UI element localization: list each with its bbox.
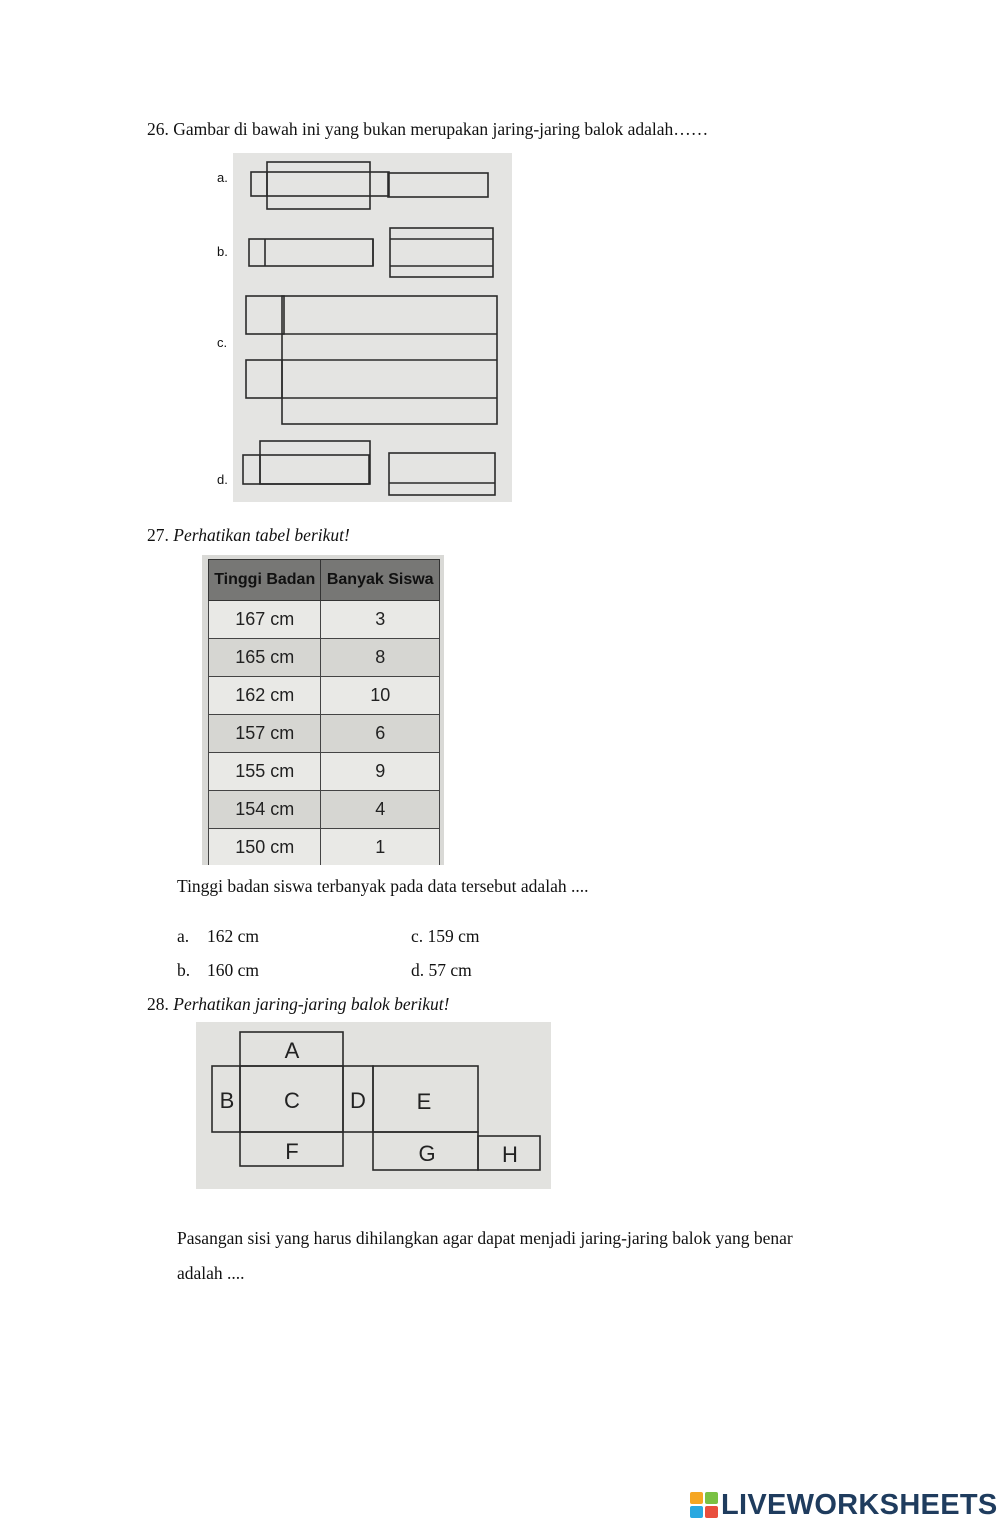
net-photo-28 (196, 1022, 551, 1189)
question-28-text-line2: adalah .... (177, 1263, 245, 1283)
question-28-text-line1: Pasangan sisi yang harus dihilangkan agar dapat menjadi jaring-jaring balok yang benar (177, 1228, 793, 1248)
option-label-b: b. (217, 244, 228, 259)
table-cell: 6 (321, 715, 440, 753)
table-cell: 165 cm (209, 639, 321, 677)
net-a-strip (251, 172, 389, 196)
nets-photo (233, 153, 512, 502)
net-a-end (388, 173, 488, 197)
question-text: Gambar di bawah ini yang bukan merupakan jaring-jaring balok adalah…… (173, 119, 709, 139)
question-instruction: Perhatikan tabel berikut! (173, 525, 350, 545)
answer-letter: c. (411, 926, 424, 946)
answer-text: 159 cm (427, 926, 480, 946)
table-row (209, 753, 440, 791)
net-b-face (390, 228, 493, 277)
answer-text: 162 cm (207, 926, 260, 946)
net-label-C: C (284, 1088, 300, 1113)
answer-text: 160 cm (207, 960, 260, 980)
nets-drawing (233, 153, 512, 502)
table-row (209, 791, 440, 829)
question-28 (147, 994, 450, 1015)
table-cell: 167 cm (209, 601, 321, 639)
table-cell: 155 cm (209, 753, 321, 791)
brand-name: LIVEWORKSHEETS (721, 1488, 998, 1521)
liveworksheets-logo (690, 1488, 998, 1522)
answer-option-d[interactable] (411, 960, 472, 981)
question-number: 27. (147, 525, 169, 545)
height-table (208, 559, 440, 865)
table-row (209, 639, 440, 677)
net-d-end (389, 453, 495, 495)
table-cell: 8 (321, 639, 440, 677)
table-header-row (209, 560, 440, 601)
answer-letter: b. (177, 960, 191, 980)
table-cell: 150 cm (209, 829, 321, 866)
net-a-face (267, 162, 370, 209)
net-label-H: H (502, 1142, 518, 1167)
question-27 (147, 525, 350, 546)
net-c-bottom-flap (246, 360, 282, 398)
question-26 (147, 119, 708, 140)
table-cell: 154 cm (209, 791, 321, 829)
table-row (209, 715, 440, 753)
answer-option-c[interactable] (411, 926, 480, 947)
height-table-photo (202, 555, 444, 865)
net-label-A: A (284, 1038, 300, 1063)
answer-letter: a. (177, 926, 190, 946)
net-label-B: B (219, 1088, 235, 1113)
answer-text: 57 cm (428, 960, 472, 980)
question-number: 26. (147, 119, 169, 139)
net-28-drawing (196, 1022, 551, 1189)
net-label-D: D (350, 1088, 366, 1113)
table-row (209, 677, 440, 715)
net-d-strip (243, 455, 369, 484)
table-cell: 9 (321, 753, 440, 791)
net-label-E: E (416, 1089, 432, 1114)
table-row (209, 601, 440, 639)
net-label-F: F (285, 1139, 299, 1164)
answer-letter: d. (411, 960, 425, 980)
table-cell: 157 cm (209, 715, 321, 753)
table-row (209, 829, 440, 866)
net-label-G: G (418, 1141, 436, 1166)
option-label-a: a. (217, 170, 228, 185)
question-instruction: Perhatikan jaring-jaring balok berikut! (173, 994, 450, 1014)
answer-option-b[interactable] (177, 960, 259, 981)
question-27-text: Tinggi badan siswa terbanyak pada data tersebut adalah .... (177, 876, 589, 896)
net-d-face (260, 441, 370, 484)
table-cell: 10 (321, 677, 440, 715)
table-cell: 4 (321, 791, 440, 829)
table-cell: 162 cm (209, 677, 321, 715)
option-label-d: d. (217, 472, 228, 487)
table-header-cell: Tinggi Badan (209, 560, 321, 601)
answer-option-a[interactable] (177, 926, 259, 947)
net-c-top-flap (246, 296, 284, 334)
logo-mark-icon (690, 1492, 718, 1518)
net-b-strip (249, 239, 373, 266)
question-number: 28. (147, 994, 169, 1014)
option-label-c: c. (217, 335, 228, 350)
table-header-cell: Banyak Siswa (321, 560, 440, 601)
table-cell: 3 (321, 601, 440, 639)
table-cell: 1 (321, 829, 440, 866)
